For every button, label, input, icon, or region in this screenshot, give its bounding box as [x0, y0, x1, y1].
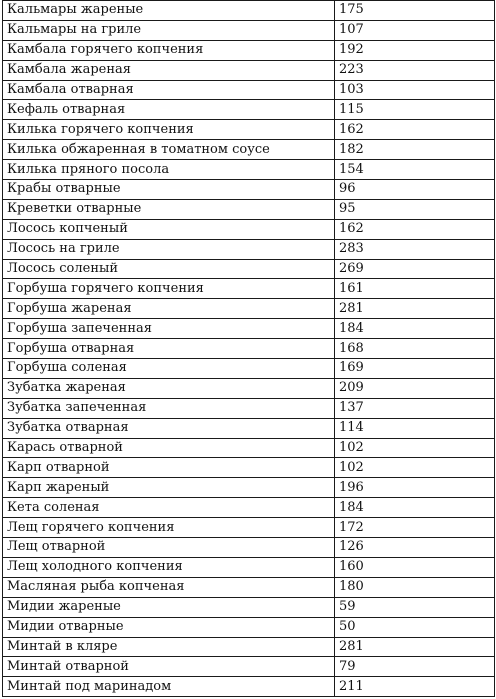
- calorie-value-cell: 169: [335, 359, 495, 379]
- calorie-value-cell: 182: [335, 140, 495, 160]
- table-row: [3, 597, 495, 617]
- table-row: [3, 637, 495, 657]
- calorie-value-cell: 137: [335, 398, 495, 418]
- dish-name-cell: Крабы отварные: [3, 180, 335, 200]
- table-row: [3, 617, 495, 637]
- dish-name-cell: Камбала жареная: [3, 60, 335, 80]
- calorie-value-cell: 161: [335, 279, 495, 299]
- calorie-value-cell: 59: [335, 597, 495, 617]
- table-row: [3, 40, 495, 60]
- calorie-value-cell: 168: [335, 339, 495, 359]
- calorie-value-cell: 162: [335, 219, 495, 239]
- table-row: [3, 458, 495, 478]
- dish-name-cell: Зубатка отварная: [3, 418, 335, 438]
- dish-name-cell: Масляная рыба копченая: [3, 577, 335, 597]
- table-row: [3, 120, 495, 140]
- dish-name-cell: Карп отварной: [3, 458, 335, 478]
- dish-name-cell: Креветки отварные: [3, 199, 335, 219]
- calorie-value-cell: 184: [335, 319, 495, 339]
- table-row: [3, 438, 495, 458]
- table-row: [3, 518, 495, 538]
- calorie-value-cell: 196: [335, 478, 495, 498]
- table-row: [3, 219, 495, 239]
- table-row: [3, 319, 495, 339]
- table-row: [3, 20, 495, 40]
- table-row: [3, 1, 495, 21]
- table-row: [3, 60, 495, 80]
- table-row: [3, 180, 495, 200]
- dish-name-cell: Мидии жареные: [3, 597, 335, 617]
- table-row: [3, 498, 495, 518]
- dish-name-cell: Минтай под маринадом: [3, 677, 335, 697]
- calorie-value-cell: 172: [335, 518, 495, 538]
- table-row: [3, 140, 495, 160]
- table-row: [3, 378, 495, 398]
- table-row: [3, 398, 495, 418]
- dish-name-cell: Камбала отварная: [3, 80, 335, 100]
- dish-name-cell: Лосось копченый: [3, 219, 335, 239]
- calorie-value-cell: 223: [335, 60, 495, 80]
- dish-name-cell: Минтай в кляре: [3, 637, 335, 657]
- calorie-value-cell: 102: [335, 438, 495, 458]
- dish-name-cell: Карась отварной: [3, 438, 335, 458]
- dish-name-cell: Карп жареный: [3, 478, 335, 498]
- dish-name-cell: Кета соленая: [3, 498, 335, 518]
- table-row: [3, 478, 495, 498]
- table-row: [3, 299, 495, 319]
- calorie-value-cell: 211: [335, 677, 495, 697]
- dish-name-cell: Минтай отварной: [3, 657, 335, 677]
- dish-name-cell: Кефаль отварная: [3, 100, 335, 120]
- calorie-value-cell: 154: [335, 160, 495, 180]
- table-body: [3, 1, 495, 697]
- calorie-value-cell: 96: [335, 180, 495, 200]
- table-row: [3, 279, 495, 299]
- calorie-value-cell: 50: [335, 617, 495, 637]
- dish-name-cell: Килька обжаренная в томатном соусе: [3, 140, 335, 160]
- calorie-value-cell: 103: [335, 80, 495, 100]
- calorie-value-cell: 209: [335, 378, 495, 398]
- dish-name-cell: Лосось на гриле: [3, 239, 335, 259]
- table-row: [3, 80, 495, 100]
- dish-name-cell: Кальмары жареные: [3, 1, 335, 21]
- calorie-value-cell: 79: [335, 657, 495, 677]
- dish-name-cell: Горбуша соленая: [3, 359, 335, 379]
- dish-name-cell: Горбуша отварная: [3, 339, 335, 359]
- calorie-value-cell: 281: [335, 637, 495, 657]
- dish-name-cell: Горбуша запеченная: [3, 319, 335, 339]
- calorie-value-cell: 126: [335, 538, 495, 558]
- table-row: [3, 677, 495, 697]
- calorie-value-cell: 283: [335, 239, 495, 259]
- calorie-value-cell: 180: [335, 577, 495, 597]
- calorie-value-cell: 95: [335, 199, 495, 219]
- dish-name-cell: Лещ холодного копчения: [3, 557, 335, 577]
- dish-name-cell: Горбуша жареная: [3, 299, 335, 319]
- calorie-value-cell: 269: [335, 259, 495, 279]
- dish-name-cell: Кальмары на гриле: [3, 20, 335, 40]
- table-row: [3, 577, 495, 597]
- calorie-value-cell: 184: [335, 498, 495, 518]
- dish-name-cell: Килька горячего копчения: [3, 120, 335, 140]
- dish-name-cell: Камбала горячего копчения: [3, 40, 335, 60]
- dish-name-cell: Лещ горячего копчения: [3, 518, 335, 538]
- calorie-table: [2, 0, 495, 697]
- calorie-value-cell: 192: [335, 40, 495, 60]
- calorie-value-cell: 175: [335, 1, 495, 21]
- table-row: [3, 259, 495, 279]
- dish-name-cell: Лосось соленый: [3, 259, 335, 279]
- dish-name-cell: Зубатка запеченная: [3, 398, 335, 418]
- calorie-value-cell: 162: [335, 120, 495, 140]
- calorie-value-cell: 114: [335, 418, 495, 438]
- table-row: [3, 339, 495, 359]
- table-row: [3, 359, 495, 379]
- calorie-value-cell: 160: [335, 557, 495, 577]
- calorie-value-cell: 107: [335, 20, 495, 40]
- table-row: [3, 239, 495, 259]
- dish-name-cell: Зубатка жареная: [3, 378, 335, 398]
- table-row: [3, 418, 495, 438]
- dish-name-cell: Мидии отварные: [3, 617, 335, 637]
- dish-name-cell: Килька пряного посола: [3, 160, 335, 180]
- calorie-table-container: [2, 0, 493, 697]
- table-row: [3, 657, 495, 677]
- table-row: [3, 100, 495, 120]
- table-row: [3, 160, 495, 180]
- calorie-value-cell: 102: [335, 458, 495, 478]
- calorie-value-cell: 281: [335, 299, 495, 319]
- calorie-value-cell: 115: [335, 100, 495, 120]
- dish-name-cell: Лещ отварной: [3, 538, 335, 558]
- dish-name-cell: Горбуша горячего копчения: [3, 279, 335, 299]
- table-row: [3, 199, 495, 219]
- table-row: [3, 538, 495, 558]
- table-row: [3, 557, 495, 577]
